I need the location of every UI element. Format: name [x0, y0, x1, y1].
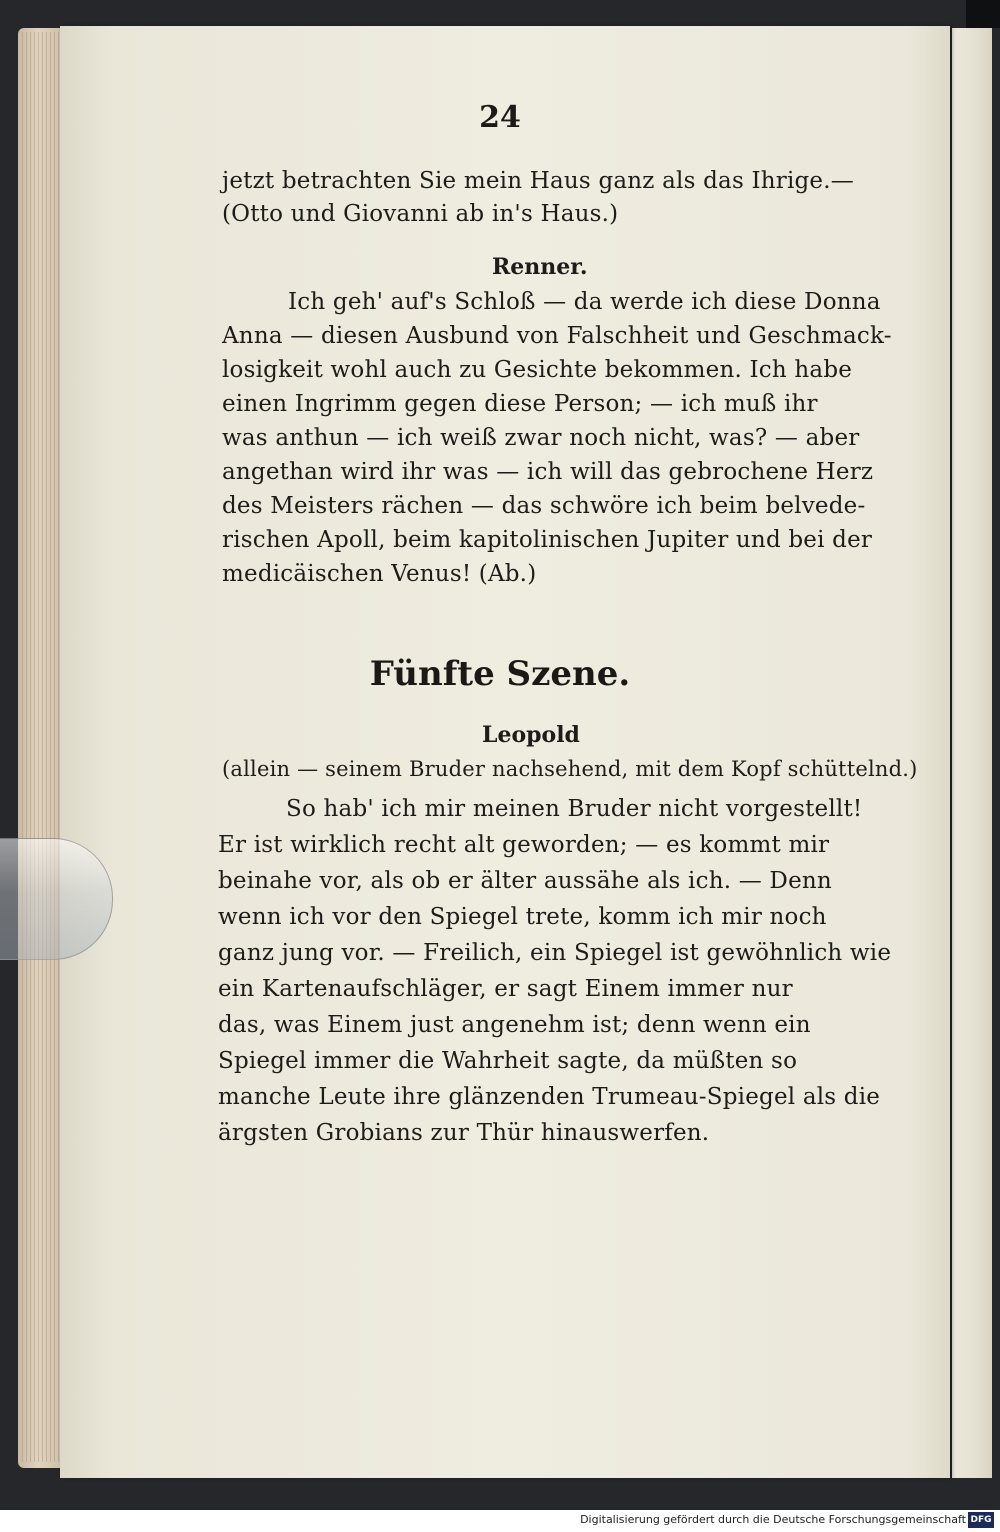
dfg-logo: DFG — [968, 1512, 994, 1528]
text-line: rischen Apoll, beim kapitolinischen Jupiter und bei der — [222, 527, 873, 553]
stage-direction: (allein — seinem Bruder nachsehend, mit dem Kopf schüttelnd.) — [222, 757, 918, 781]
scanner-shadow — [966, 0, 1000, 28]
speaker-name: Renner. — [492, 254, 588, 280]
text-line: angethan wird ihr was — ich will das gebrochene Herz — [222, 459, 874, 485]
text-line: was anthun — ich weiß zwar noch nicht, was? — aber — [222, 425, 860, 451]
text-line: jetzt betrachten Sie mein Haus ganz als das Ihrige.— — [222, 168, 854, 194]
speaker-name: Leopold — [482, 722, 580, 748]
page-edges-texture — [22, 32, 62, 1462]
text-line: manche Leute ihre glänzenden Trumeau-Spiegel als die — [218, 1084, 881, 1110]
text-line: Ich geh' auf's Schloß — da werde ich diese Donna — [288, 289, 881, 315]
text-line: ärgsten Grobians zur Thür hinauswerfen. — [218, 1120, 710, 1146]
text-line: ein Kartenaufschläger, er sagt Einem immer nur — [218, 976, 793, 1002]
text-line: beinahe vor, als ob er älter aussähe als ich. — Denn — [218, 868, 832, 894]
text-line: So hab' ich mir meinen Bruder nicht vorgestellt! — [286, 796, 863, 822]
text-line: Er ist wirklich recht alt geworden; — es kommt mir — [218, 832, 830, 858]
scene-title: Fünfte Szene. — [369, 654, 631, 694]
book-page — [60, 26, 950, 1478]
text-line: Spiegel immer die Wahrheit sagte, da müßten so — [218, 1048, 798, 1074]
next-page-edge — [952, 28, 992, 1478]
stage-direction: (Otto und Giovanni ab in's Haus.) — [222, 201, 619, 227]
text-line: ganz jung vor. — Freilich, ein Spiegel ist gewöhnlich wie — [218, 940, 892, 966]
page-clip — [0, 838, 113, 960]
text-line: des Meisters rächen — das schwöre ich beim belvede- — [222, 493, 866, 519]
text-line: das, was Einem just angenehm ist; denn wenn ein — [218, 1012, 811, 1038]
text-line: Anna — diesen Ausbund von Falschheit und Geschmack- — [222, 323, 892, 349]
text-line: medicäischen Venus! (Ab.) — [222, 561, 537, 587]
page-number: 24 — [479, 100, 521, 135]
text-line: losigkeit wohl auch zu Gesichte bekommen. Ich habe — [222, 357, 853, 383]
text-line: wenn ich vor den Spiegel trete, komm ich mir noch — [218, 904, 827, 930]
text-line: einen Ingrimm gegen diese Person; — ich muß ihr — [222, 391, 818, 417]
footer-credit: Digitalisierung gefördert durch die Deutsche Forschungsgemeinschaft — [580, 1513, 966, 1526]
